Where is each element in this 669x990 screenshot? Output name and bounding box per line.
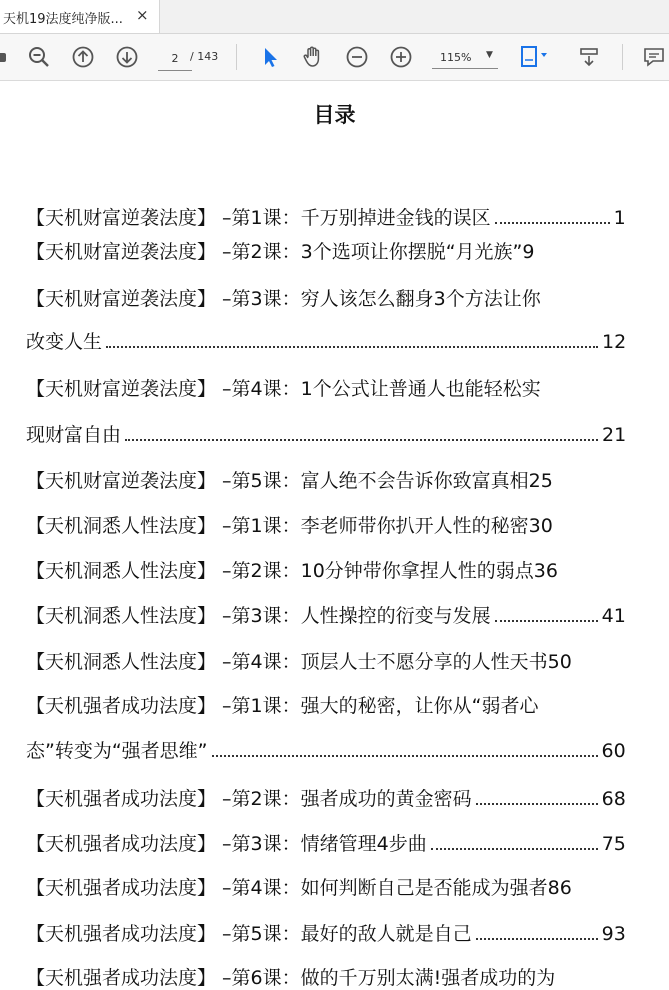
toc-entry-title: 【天机财富逆袭法度】 –第1课：千万别掉进金钱的误区 [26, 207, 491, 229]
toc-entry-title: 【天机强者成功法度】 –第1课：强大的秘密，让你从“弱者心 [26, 695, 539, 717]
toc-entry[interactable] [26, 284, 541, 311]
toc-entry-title: 【天机强者成功法度】 –第5课：最好的敌人就是自己 [26, 923, 472, 945]
toc-dot-leader [495, 222, 610, 224]
toc-entry-title: 【天机强者成功法度】 –第4课：如何判断自己是否能成为强者86 [26, 877, 572, 899]
toc-page-number: 75 [601, 833, 626, 855]
toc-dot-leader [106, 346, 598, 348]
toc-dot-leader [431, 848, 598, 850]
toc-entry[interactable] [26, 327, 626, 354]
tab-bar [0, 0, 669, 34]
comment-icon[interactable] [640, 43, 668, 71]
toc-page-number: 21 [602, 424, 627, 446]
toc-page-number: 60 [601, 740, 626, 762]
toc-page-number: 93 [601, 923, 626, 945]
page-total: / 143 [190, 50, 219, 63]
toc-entry[interactable] [26, 736, 626, 763]
toc-dot-leader [476, 803, 598, 805]
hand-tool-icon[interactable] [299, 43, 327, 71]
toc-entry[interactable] [26, 963, 555, 990]
toc-entry-title: 【天机洞悉人性法度】 –第2课：10分钟带你拿捏人性的弱点36 [26, 560, 558, 582]
toolbar-divider [622, 44, 623, 70]
document-page [0, 81, 669, 989]
toc-entry[interactable] [26, 873, 572, 900]
tab-close-button[interactable]: × [136, 6, 149, 24]
toc-dot-leader [476, 938, 598, 940]
toc-entry[interactable] [26, 374, 541, 401]
toc-entry[interactable] [26, 601, 626, 628]
toc-entry-title: 【天机洞悉人性法度】 –第4课：顶层人士不愿分享的人性天书50 [26, 651, 572, 673]
zoom-value: 115% [440, 51, 472, 64]
toc-entry[interactable] [26, 420, 626, 447]
zoom-select[interactable] [432, 46, 498, 69]
toc-entry-title: 【天机强者成功法度】 –第3课：情绪管理4步曲 [26, 833, 427, 855]
toc-entry[interactable] [26, 829, 626, 856]
toc-page-number: 41 [601, 605, 626, 627]
toc-dot-leader [495, 620, 598, 622]
chevron-down-icon: ▼ [486, 50, 493, 60]
pdf-toolbar [0, 34, 669, 81]
toc-page-number: 1 [613, 207, 626, 229]
zoom-out-search-icon[interactable] [25, 43, 53, 71]
document-tab[interactable] [0, 0, 160, 33]
page-title: 目录 [313, 103, 356, 127]
toc-entry-title: 【天机财富逆袭法度】 –第3课：穷人该怎么翻身3个方法让你 [26, 288, 541, 310]
select-cursor-icon[interactable] [256, 43, 284, 71]
next-page-icon[interactable] [113, 43, 141, 71]
toc-entry[interactable] [26, 647, 572, 674]
toc-page-number: 12 [602, 331, 627, 353]
toolbar-divider [236, 44, 237, 70]
previous-page-icon[interactable] [69, 43, 97, 71]
toc-dot-leader [212, 755, 598, 757]
toc-entry-title: 【天机财富逆袭法度】 –第5课：富人绝不会告诉你致富真相25 [26, 470, 553, 492]
toc-entry-title: 现财富自由 [26, 424, 122, 446]
toc-entry-title: 【天机财富逆袭法度】 –第4课：1个公式让普通人也能轻松实 [26, 378, 541, 400]
toc-entry[interactable] [26, 203, 626, 230]
toc-entry[interactable] [26, 784, 626, 811]
toc-entry-title: 【天机强者成功法度】 –第6课：做的千万别太满!强者成功的为 [26, 967, 556, 989]
page-number-input[interactable] [158, 46, 192, 71]
toc-entry[interactable] [26, 691, 538, 718]
toc-entry[interactable] [26, 237, 535, 264]
toc-entry-title: 【天机洞悉人性法度】 –第3课：人性操控的衍变与发展 [26, 605, 491, 627]
toc-dot-leader [125, 439, 598, 441]
toc-entry-title: 【天机洞悉人性法度】 –第1课：李老师带你扒开人性的秘密30 [26, 515, 553, 537]
toc-entry[interactable] [26, 511, 553, 538]
tab-title: 天机19法度纯净版... [3, 12, 123, 27]
toc-entry[interactable] [26, 556, 558, 583]
toc-entry-title: 态”转变为“强者思维” [26, 740, 208, 762]
toc-entry-title: 【天机强者成功法度】 –第2课：强者成功的黄金密码 [26, 788, 472, 810]
toc-entry-title: 【天机财富逆袭法度】 –第2课：3个选项让你摆脱“月光族”9 [26, 241, 535, 263]
toc-entry-title: 改变人生 [26, 331, 103, 353]
toc-entry[interactable] [26, 919, 626, 946]
fit-page-icon[interactable] [520, 43, 548, 71]
zoom-out-icon[interactable] [343, 43, 371, 71]
toc-entry[interactable] [26, 466, 553, 493]
toc-page-number: 68 [601, 788, 626, 810]
rotate-icon[interactable] [575, 43, 603, 71]
print-icon[interactable] [0, 43, 12, 71]
zoom-in-icon[interactable] [387, 43, 415, 71]
